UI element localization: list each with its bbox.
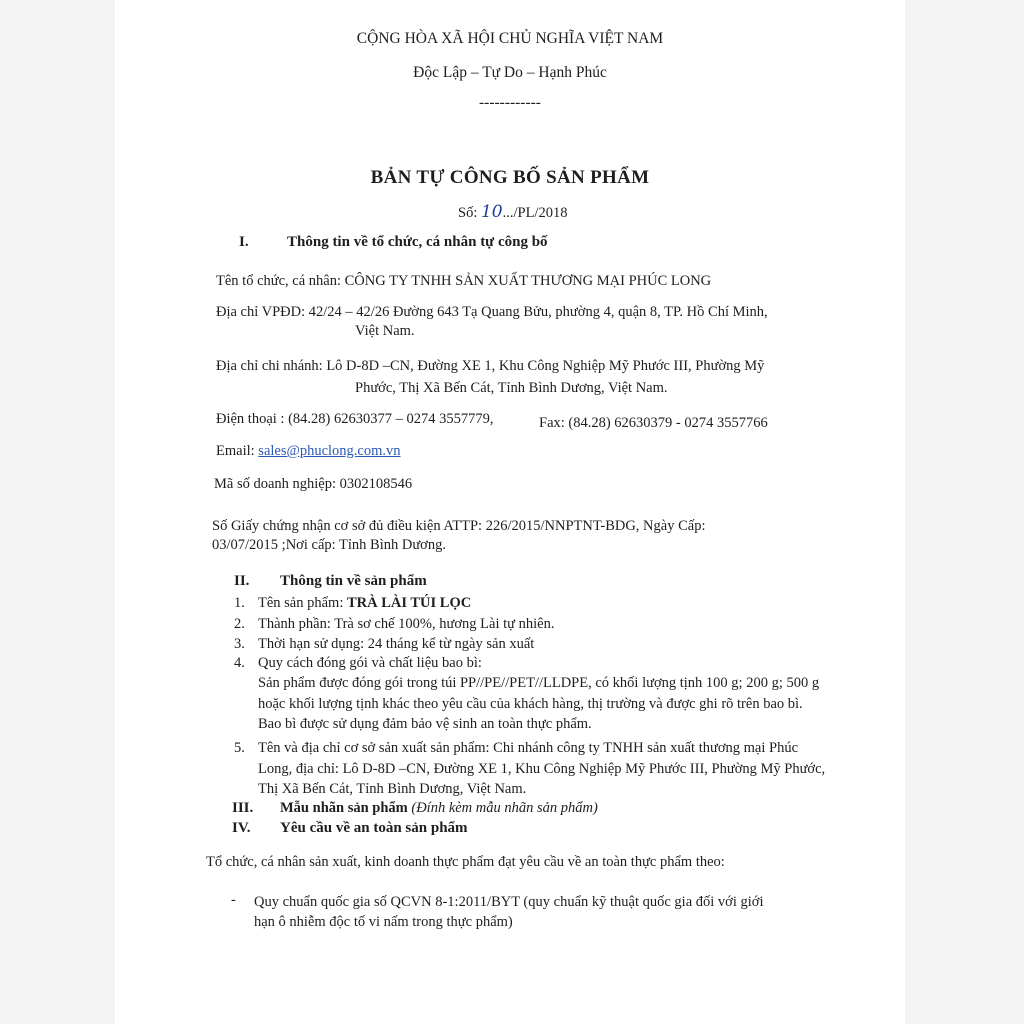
org-name: Tên tổ chức, cá nhân: CÔNG TY TNHH SẢN XUẤT THƯƠNG MẠI PHÚC LONG bbox=[216, 273, 712, 289]
packaging-line4: Bao bì được sử dụng đảm bảo vệ sinh an toàn thực phẩm. bbox=[258, 716, 592, 732]
doc-number-suffix: /PL/2018 bbox=[513, 205, 568, 221]
item-2-number: 2. bbox=[234, 616, 245, 632]
section-4-number: IV. bbox=[232, 820, 251, 836]
requirement-line2: hạn ô nhiễm độc tố vi nấm trong thực phẩm) bbox=[254, 914, 513, 930]
section-3-note: (Đính kèm mẫu nhãn sản phẩm) bbox=[407, 800, 598, 816]
office-address-line1: Địa chỉ VPĐD: 42/24 – 42/26 Đường 643 Tạ Quang Bửu, phường 4, quận 8, TP. Hồ Chí Minh, bbox=[216, 304, 768, 320]
ingredients: Thành phần: Trà sơ chế 100%, hương Lài tự nhiên. bbox=[258, 616, 555, 632]
product-name-label: Tên sản phẩm: bbox=[258, 595, 347, 611]
office-address-line2: Việt Nam. bbox=[355, 323, 415, 339]
item-3-number: 3. bbox=[234, 636, 245, 652]
document-page bbox=[115, 0, 905, 1024]
manufacturer-line1: Tên và địa chỉ cơ sở sản xuất sản phẩm: Chi nhánh công ty TNHH sản xuất thương mại Phúc bbox=[258, 740, 799, 756]
section-1-heading: Thông tin về tổ chức, cá nhân tự công bố bbox=[287, 234, 548, 250]
packaging-line1: Quy cách đóng gói và chất liệu bao bì: bbox=[258, 655, 482, 671]
item-4-number: 4. bbox=[234, 655, 245, 671]
document-number bbox=[458, 202, 567, 222]
packaging-line2: Sản phẩm được đóng gói trong túi PP//PE//PET//LLDPE, có khối lượng tịnh 100 g; 200 g; 500 g bbox=[258, 675, 820, 691]
manufacturer-line3: Thị Xã Bến Cát, Tỉnh Bình Dương, Việt Nam. bbox=[258, 781, 527, 797]
section-2-number: II. bbox=[234, 573, 250, 589]
doc-number-prefix: Số: bbox=[458, 205, 481, 221]
tax-code: Mã số doanh nghiệp: 0302108546 bbox=[214, 476, 413, 492]
section-3-number: III. bbox=[232, 800, 254, 816]
document-title: BẢN TỰ CÔNG BỐ SẢN PHẨM bbox=[370, 167, 650, 188]
food-safety-cert-line1: Số Giấy chứng nhận cơ sở đủ điều kiện ATTP: 226/2015/NNPTNT-BDG, Ngày Cấp: bbox=[212, 518, 706, 534]
food-safety-cert-line2: 03/07/2015 ;Nơi cấp: Tỉnh Bình Dương. bbox=[212, 537, 446, 553]
packaging-line3: hoặc khối lượng tịnh khác theo yêu cầu của khách hàng, thị trường và được ghi rõ trên bao bì. bbox=[258, 696, 803, 712]
item-1-number: 1. bbox=[234, 595, 245, 611]
doc-number-dots: ... bbox=[502, 205, 514, 221]
fax-numbers: Fax: (84.28) 62630379 - 0274 3557766 bbox=[539, 415, 768, 431]
header-separator: ------------ bbox=[479, 94, 541, 111]
item-5-number: 5. bbox=[234, 740, 245, 756]
manufacturer-line2: Long, địa chỉ: Lô D-8D –CN, Đường XE 1, Khu Công Nghiệp Mỹ Phước III, Phường Mỹ Phước, bbox=[258, 761, 826, 777]
email-label: Email: bbox=[216, 443, 259, 459]
shelf-life: Thời hạn sử dụng: 24 tháng kể từ ngày sản xuất bbox=[258, 636, 535, 652]
email-link[interactable]: sales@phuclong.com.vn bbox=[258, 443, 401, 459]
country-header: CỘNG HÒA XÃ HỘI CHỦ NGHĨA VIỆT NAM bbox=[356, 30, 664, 47]
safety-intro: Tổ chức, cá nhân sản xuất, kinh doanh thực phẩm đạt yêu cầu về an toàn thực phẩm theo: bbox=[206, 854, 725, 870]
motto: Độc Lập – Tự Do – Hạnh Phúc bbox=[413, 64, 607, 81]
phone-numbers: Điện thoại : (84.28) 62630377 – 0274 3557779, bbox=[216, 411, 494, 427]
section-3-row bbox=[280, 800, 598, 817]
section-3-heading: Mẫu nhãn sản phẩm bbox=[280, 800, 408, 816]
section-2-heading: Thông tin về sản phẩm bbox=[280, 573, 427, 589]
section-1-number: I. bbox=[239, 234, 249, 250]
section-4-heading: Yêu cầu về an toàn sản phẩm bbox=[280, 820, 468, 836]
product-name bbox=[258, 595, 471, 612]
branch-address-line1: Địa chỉ chi nhánh: Lô D-8D –CN, Đường XE 1, Khu Công Nghiệp Mỹ Phước III, Phường Mỹ bbox=[216, 358, 765, 374]
branch-address-line2: Phước, Thị Xã Bến Cát, Tỉnh Bình Dương, Việt Nam. bbox=[355, 380, 668, 396]
requirement-line1: Quy chuẩn quốc gia số QCVN 8-1:2011/BYT (quy chuẩn kỹ thuật quốc gia đối với giới bbox=[254, 894, 764, 910]
email-row bbox=[216, 443, 401, 460]
handwritten-number: 10 bbox=[480, 202, 503, 222]
requirement-bullet: - bbox=[231, 892, 236, 908]
product-name-value: TRÀ LÀI TÚI LỌC bbox=[347, 595, 472, 611]
